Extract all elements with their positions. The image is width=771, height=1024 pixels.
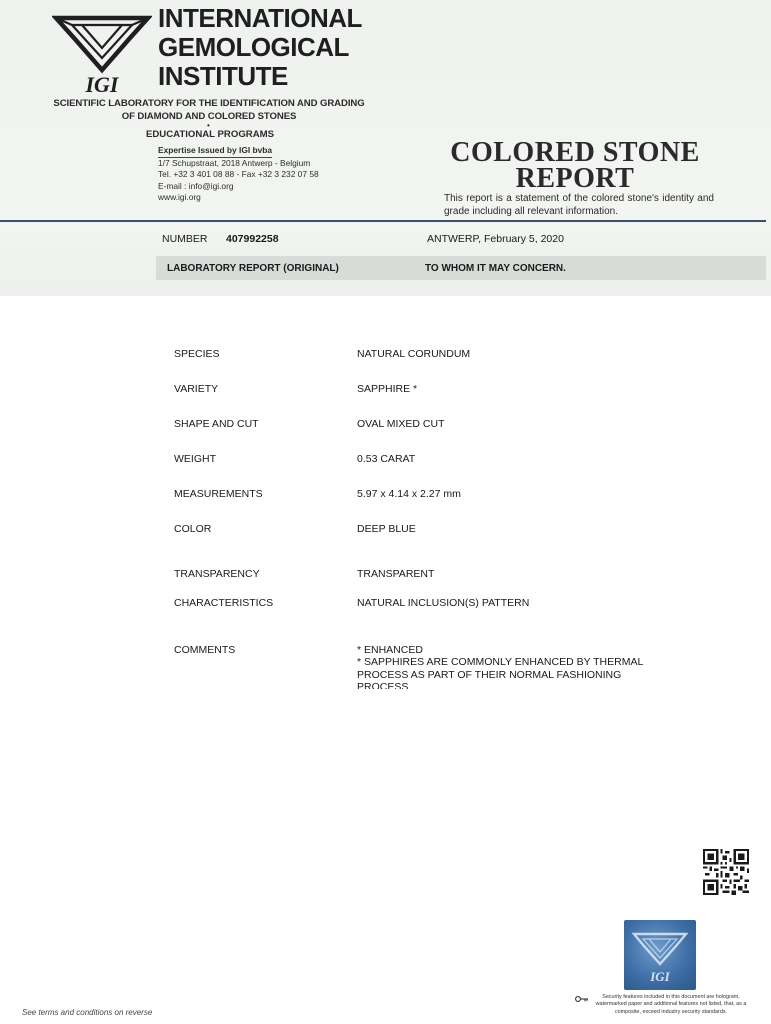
institute-name [158,4,378,91]
detail-label-measurements: MEASUREMENTS [174,488,263,500]
hologram-monogram: IGI [650,969,670,984]
report-title-line-2: REPORT [515,163,635,194]
place-date: ANTWERP, February 5, 2020 [427,233,564,245]
comment-line-3: PROCESS AS PART OF THEIR NORMAL FASHIONING [357,668,622,681]
report-number-label: NUMBER [162,233,208,245]
igi-monogram: IGI [85,72,119,97]
lab-report-label: LABORATORY REPORT (ORIGINAL) [167,263,339,274]
email: E-mail : info@igi.org [158,180,234,191]
header-divider [0,220,766,222]
lab-description-line-2: OF DIAMOND AND COLORED STONES [121,111,297,122]
detail-value-measurements: 5.97 x 4.14 x 2.27 mm [357,488,461,500]
expertise-line: Expertise Issued by IGI bvba [158,145,272,158]
security-note: Security features included in this document are hologram, watermarked paper and additional features not listed, that, as a composite, exceed industry security standards. [595,994,747,1015]
detail-value-color: DEEP BLUE [357,523,416,535]
comments-text [357,644,667,689]
lab-description-line-1: SCIENTIFIC LABORATORY FOR THE IDENTIFICATION AND GRADING [53,98,365,109]
addressee: TO WHOM IT MAY CONCERN. [425,263,566,274]
phone-fax: Tel. +32 3 401 08 88 - Fax +32 3 232 07 58 [158,169,319,179]
detail-label-comments: COMMENTS [174,644,236,656]
hologram-diamond-icon [624,920,696,990]
report-title [430,137,720,194]
address: 1/7 Schupstraat, 2018 Antwerp - Belgium [158,157,311,168]
key-icon [575,995,589,1003]
comment-line-1: * ENHANCED [357,644,423,656]
detail-label-transparency: TRANSPARENCY [174,568,260,580]
report-description: This report is a statement of the colored stone's identity and grade including all relevant information. [444,193,714,217]
detail-value-characteristics: NATURAL INCLUSION(S) PATTERN [357,597,530,609]
detail-label-weight: WEIGHT [174,453,216,465]
institute-name-line-2: GEMOLOGICAL [158,32,349,62]
detail-value-shape-cut: OVAL MIXED CUT [357,418,445,430]
security-hologram [624,920,696,990]
detail-value-variety: SAPPHIRE * [357,383,418,395]
detail-value-species: NATURAL CORUNDUM [357,348,471,360]
detail-label-variety: VARIETY [174,383,219,395]
institute-name-line-3: INSTITUTE [158,61,288,91]
educational-programs: EDUCATIONAL PROGRAMS [145,129,275,140]
website: www.igi.org [158,192,201,202]
institute-name-line-1: INTERNATIONAL [158,3,362,33]
igi-logo-icon [52,8,152,98]
detail-label-shape-cut: SHAPE AND CUT [174,418,259,430]
comment-line-4: PROCESS [357,680,409,689]
detail-value-weight: 0.53 CARAT [357,453,416,465]
report-number-value: 407992258 [226,233,279,245]
detail-value-transparency: TRANSPARENT [357,568,435,580]
report-title-line-1: COLORED STONE [450,137,700,168]
contact-block [158,145,319,204]
detail-label-characteristics: CHARACTERISTICS [174,597,274,609]
detail-label-species: SPECIES [174,348,220,360]
see-terms-note: See terms and conditions on reverse [22,1008,153,1017]
detail-label-color: COLOR [174,523,212,535]
comment-line-2: * SAPPHIRES ARE COMMONLY ENHANCED BY THERMAL [357,656,644,669]
qr-code-icon [703,849,749,895]
bullet-dot-icon: • [207,121,210,130]
